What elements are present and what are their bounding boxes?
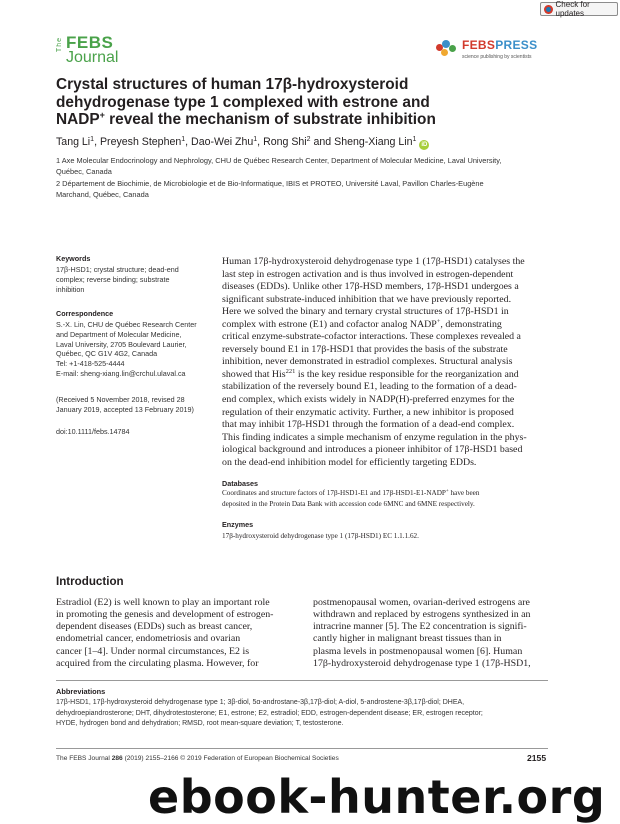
author-name: Sheng-Xiang Lin xyxy=(334,136,413,148)
databases-text: Coordinates and structure factors of 17β-HSD1-E1 and 17β-HSD1-E1-NADP+ have been deposited in the Protein Data Bank with accession code 6MNC and 6MNE respectively. xyxy=(222,489,480,509)
keywords-heading: Keywords xyxy=(56,254,91,263)
author-affiliation-mark: 1 xyxy=(412,136,417,143)
affiliation-1: 1 Axe Molecular Endocrinology and Nephrology, CHU de Québec Research Center, Department of Molecular Medicine, Laval University, Québec, Canada xyxy=(56,156,502,176)
author-affiliation-mark: 1 xyxy=(90,136,95,143)
author-affiliation-mark: 1 xyxy=(181,136,186,143)
footer-citation: The FEBS Journal 286 (2019) 2155–2166 © 2019 Federation of European Biochemical Societies xyxy=(56,755,339,762)
author-name: Dao-Wei Zhu xyxy=(191,136,254,148)
enzymes-heading: Enzymes xyxy=(222,520,254,529)
introduction-heading: Introduction xyxy=(56,575,124,588)
correspondence-email[interactable]: E-mail: sheng-xiang.lin@crchul.ulaval.ca xyxy=(56,368,186,378)
abbreviations-heading: Abbreviations xyxy=(56,687,106,696)
author-list: Tang Li$^1$, Preyesh Stephen$^1$, Dao-Wei Zhu$^1$, Rong Shi$^2$ and Sheng-Xiang Lin$^1$iD xyxy=(56,136,428,148)
footer-divider xyxy=(56,748,548,749)
introduction-left-column: Estradiol (E2) is well known to play an important role in promoting the genesis and development of estrogen- dependent diseases (EDDs) such as breast cancer, endometrial cancer, endometriosis and ovarian cancer [1–4]. Under normal circumstances, E2 is acquired from the circulating plasma. However, for xyxy=(56,597,274,669)
databases-heading: Databases xyxy=(222,479,258,488)
abstract: Human 17β-hydroxysteroid dehydrogenase type 1 (17β-HSD1) catalyses the last step in estrogen activation and is thus involved in estrogen-dependent diseases (EDDs). Unlike other 17β-HSD members, 17β-HSD1 undergoes a significant substrate-induced inhibition that we have previously reported. Here we solved the binary and ternary crystal structures of 17β-HSD1 in complex with estrone (E1) and cofactor analog NADP+, demonstrating critical enzyme-substrate-cofactor interactions. These complexes revealed a reversely bound E1 in 17β-HSD1 that provides the basis of the substrate inhibition, never demonstrated in estradiol complexes. Structural analysis showed that His$^{221}$ is the key residue responsible for the reorganization and stabilization of the reversely bound E1, leading to the formation of a dead- end complex, which exists widely in NADP(H)-preferred enzymes for the regulation of their enzymatic activity. Further, a new inhibitor is proposed that may inhibit 17β-HSD1 through the formation of a dead-end complex. This finding indicates a simple mechanism of enzyme regulation in the phys- iological background and introduces a pioneer inhibitor of 17β-HSD1 based on the dead-end inhibition model for efficiently targeting EDDs. xyxy=(222,256,527,468)
author-name: Rong Shi xyxy=(263,136,307,148)
author-name: Preyesh Stephen xyxy=(99,136,182,148)
enzymes-text: 17β-hydroxysteroid dehydrogenase type 1 (17β-HSD1) EC 1.1.1.62. xyxy=(222,532,419,540)
check-for-updates-label: Check for updates xyxy=(555,0,590,18)
affiliation-2: 2 Département de Biochimie, de Microbiologie et de Bio-Informatique, IBIS et PROTEO, Université Laval, Pavillon Charles-Eugène Marchand, Québec, Canada xyxy=(56,179,484,199)
page-number: 2155 xyxy=(527,753,547,763)
crossmark-icon xyxy=(544,5,553,14)
febs-press-icon xyxy=(436,40,458,58)
publisher-logo: FEBSPRESS science publishing by scientists xyxy=(436,38,548,66)
received-dates: (Received 5 November 2018, revised 28 January 2019, accepted 13 February 2019) xyxy=(56,395,194,414)
keywords-list: 17β-HSD1; crystal structure; dead-end complex; reverse binding; substrate inhibition xyxy=(56,265,179,294)
watermark: ebook-hunter.org xyxy=(148,770,606,824)
orcid-icon[interactable]: iD xyxy=(421,142,428,148)
author-affiliation-mark: 2 xyxy=(306,136,311,143)
correspondence-block: S.-X. Lin, CHU de Québec Research Center and Department of Molecular Medicine, Laval University, 2705 Boulevard Laurier, Québec, QC G1V 4G2, Canada Tel: +1-418-525-4444 E-mail: sheng-xiang.lin@crchul.ulaval.ca xyxy=(56,320,206,379)
author-name: Tang Li xyxy=(56,136,91,148)
correspondence-heading: Correspondence xyxy=(56,309,114,318)
introduction-right-column: postmenopausal women, ovarian-derived estrogens are withdrawn and replaced by estrogens synthesized in an intracrine manner [5]. The E2 concentration is signifi- cantly higher in malignant breast tissues than in plasma levels in postmenopausal women [6]. Human 17β-hydroxysteroid dehydrogenase type 1 (17β-HSD1, xyxy=(313,597,531,669)
journal-logo: The FEBS Journal xyxy=(56,33,119,66)
author-affiliation-mark: 1 xyxy=(253,136,258,143)
abbreviations-divider xyxy=(56,680,548,681)
check-for-updates-button[interactable] xyxy=(540,2,618,16)
abbreviations-text: 17β-HSD1, 17β-hydroxysteroid dehydrogenase type 1; 3β-diol, 5α-androstane-3β,17β-diol; A-diol, 5-androstene-3β,17β-diol; DHEA, dehydroepiandrosterone; DHT, dihydrotestosterone; E1, estrone; E2, estradiol; EDD, estrogen-dependent disease; ER, estrogen receptor; HYDE, hydrogen bond and dehydration; RMSD, root mean-square deviation; T, testosterone. xyxy=(56,699,483,728)
article-title: Crystal structures of human 17β-hydroxysteroid dehydrogenase type 1 complexed with estrone and NADP+ reveal the mechanism of substrate inhibition xyxy=(56,76,436,128)
doi-link[interactable]: doi:10.1111/febs.14784 xyxy=(56,427,130,436)
